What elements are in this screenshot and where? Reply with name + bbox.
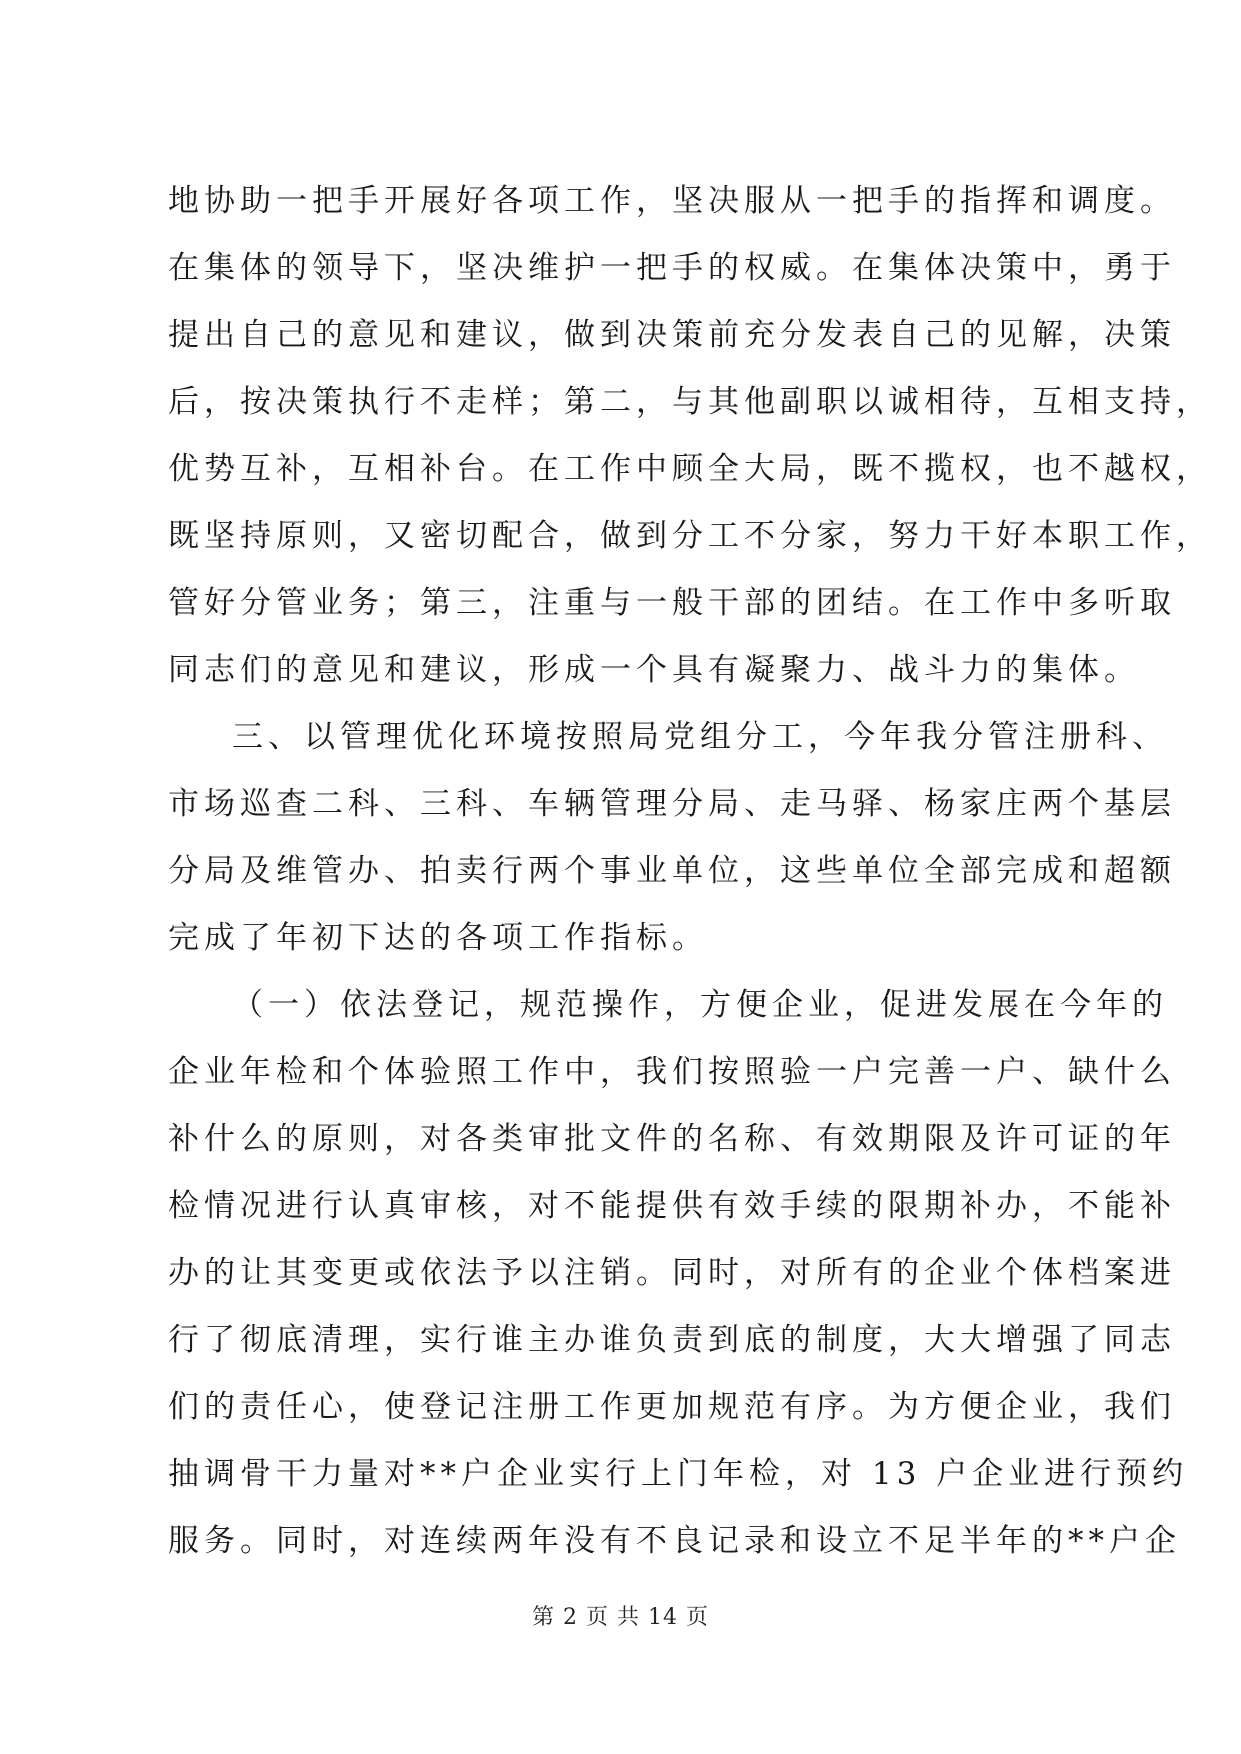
text-line: 管好分管业务；第三，注重与一般干部的团结。在工作中多听取: [168, 585, 1176, 621]
document-body: [168, 168, 1212, 1575]
text-line: （一）依法登记，规范操作，方便企业，促进发展在今年的: [232, 987, 1168, 1023]
text-line: 抽调骨干力量对**户企业实行上门年检，对 13 户企业进行预约: [168, 1456, 1189, 1492]
text-line: 分局及维管办、拍卖行两个事业单位，这些单位全部完成和超额: [168, 853, 1176, 889]
text-line: 同志们的意见和建议，形成一个具有凝聚力、战斗力的集体。: [168, 652, 1140, 688]
text-line: 优势互补，互相补台。在工作中顾全大局，既不揽权，也不越权，: [168, 451, 1212, 487]
text-line: 服务。同时，对连续两年没有不良记录和设立不足半年的**户企: [168, 1523, 1181, 1559]
text-line: 们的责任心，使登记注册工作更加规范有序。为方便企业，我们: [168, 1389, 1176, 1425]
text-line: 办的让其变更或依法予以注销。同时，对所有的企业个体档案进: [168, 1255, 1176, 1291]
text-line: 企业年检和个体验照工作中，我们按照验一户完善一户、缺什么: [168, 1054, 1176, 1090]
text-line: 补什么的原则，对各类审批文件的名称、有效期限及许可证的年: [168, 1121, 1176, 1157]
text-line: 地协助一把手开展好各项工作，坚决服从一把手的指挥和调度。: [168, 183, 1176, 219]
text-line: 市场巡查二科、三科、车辆管理分局、走马驿、杨家庄两个基层: [168, 786, 1176, 822]
text-line: 既坚持原则，又密切配合，做到分工不分家，努力干好本职工作，: [168, 518, 1212, 554]
text-line: 提出自己的意见和建议，做到决策前充分发表自己的见解，决策: [168, 317, 1176, 353]
text-line: 检情况进行认真审核，对不能提供有效手续的限期补办，不能补: [168, 1188, 1176, 1224]
text-line: 在集体的领导下，坚决维护一把手的权威。在集体决策中，勇于: [168, 250, 1176, 286]
text-line: 三、以管理优化环境按照局党组分工，今年我分管注册科、: [232, 719, 1168, 755]
text-line: 完成了年初下达的各项工作指标。: [168, 920, 708, 956]
text-line: 后，按决策执行不走样；第二，与其他副职以诚相待，互相支持，: [168, 384, 1212, 420]
page-number-footer: 第 2 页 共 14 页: [532, 1605, 709, 1630]
text-line: 行了彻底清理，实行谁主办谁负责到底的制度，大大增强了同志: [168, 1322, 1176, 1358]
